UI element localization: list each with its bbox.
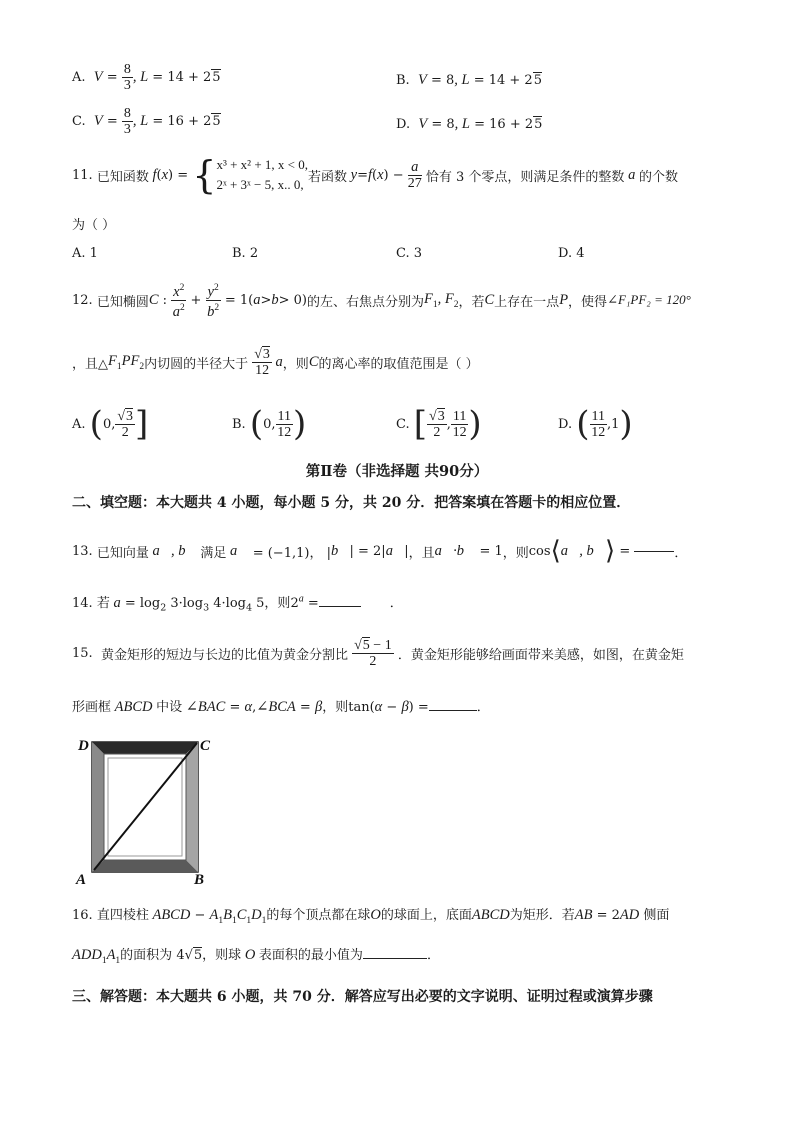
q15-line2: 形画框 ABCD 中设 ∠BAC = α,∠BCA = β，则tan(α − β) = ． <box>72 699 490 715</box>
q12-option-d: D. ( $\frac{11}{12}$ ,1 ) <box>558 404 633 444</box>
q11-option-d: D. 4 <box>558 246 585 261</box>
q10-option-a: A. V = $\frac{8}{3}$ , L = 14 + 25 <box>72 62 221 93</box>
part-3-heading: 三、解答题：本大题共 6 小题，共 70 分．解答应写出必要的文字说明、证明过程或演算步骤 <box>72 989 653 1005</box>
q11-option-b: B. 2 <box>232 246 259 261</box>
frame-right-bevel <box>186 742 198 872</box>
q10-option-d: D. V = 8, L = 16 + 25 <box>396 116 543 132</box>
question-13: 13. 已知向量 a⃗, b⃗ 满足 a⃗ = (−1,1)， | b⃗ | = 2| a⃗ | ，且 a⃗·b⃗ = 1 ，则 cos ⟨ a⃗, b⃗ ⟩ = ． <box>72 536 688 566</box>
frame-bottom-bevel <box>92 860 198 872</box>
label-a: A <box>76 872 87 887</box>
q16-answer-blank[interactable] <box>363 958 427 959</box>
question-15: 15. 黄金矩形的短边与长边的比值为黄金分割比 $\frac{√5 - 1}{2}$ ．黄金矩形能够给画面带来美感，如图，在黄金矩 <box>72 637 684 669</box>
frame-left-bevel <box>92 742 104 872</box>
piecewise-case-1: x³ + x² + 1, x < 0, <box>216 157 308 172</box>
q11-option-c: C. 3 <box>396 246 423 261</box>
q10-option-b: B. V = 8, L = 14 + 25 <box>396 72 542 88</box>
golden-rectangle-figure <box>70 732 220 887</box>
q12-option-a: A. ( 0, $\frac{√3}{2}$ ] <box>72 404 149 444</box>
frame-top-bevel <box>92 742 198 754</box>
q15-answer-blank[interactable] <box>429 710 477 711</box>
q12-line2: ，且△ $F_1PF_2$ 内切圆的半径大于 $\frac{√3}{12}$ a ，则 C 的离心率的取值范围是（ ） <box>72 346 479 378</box>
q12-option-c: C. [ $\frac{√3}{2}$ , $\frac{11}{12}$ ) <box>396 404 482 444</box>
question-11: 11. 已知函数 f ( x ) = { x³ + x² + 1, x < 0, 2ˣ + 3ˣ − 5, x.. 0, 若函数 y = f ( x ) − $\frac{a}{27}$ 恰有 3 个零点，则满足条件的整数 a 的个数 <box>72 153 678 197</box>
question-16: 16. 直四棱柱 ABCD − $A_1B_1C_1D_1$的每个顶点都在球O的球面上，底面ABCD为矩形．若AB = 2AD 侧面 <box>72 907 670 926</box>
label-b: B <box>194 872 205 887</box>
q12-option-b: B. ( 0, $\frac{11}{12}$ ) <box>232 404 307 444</box>
q14-answer-blank[interactable] <box>319 606 361 607</box>
part-2-heading: 二、填空题：本大题共 4 小题，每小题 5 分，共 20 分．把答案填在答题卡的相应位置． <box>72 495 631 511</box>
piecewise-case-2: 2ˣ + 3ˣ − 5, x.. 0, <box>216 177 304 192</box>
label-d: D <box>78 738 89 754</box>
q11-option-a: A. 1 <box>72 246 98 261</box>
section-2-title: 第Ⅱ卷（非选择题 共90分） <box>305 463 489 480</box>
q10-option-c: C. V = $\frac{8}{3}$ , L = 16 + 25 <box>72 106 221 137</box>
question-12: 12. 已知椭圆 C : $\frac{x^2}{a^2}$ + $\frac{y^2}{b^2}$ = 1( a > b > 0) 的左、右焦点分别为 $F_1$, $F_2$ ，若 C 上存在一点 P ，使得 ∠F₁PF₂ = 120° <box>72 282 691 320</box>
label-c: C <box>200 738 211 754</box>
q13-answer-blank[interactable] <box>634 551 674 552</box>
q11-line2: 为（ ） <box>72 218 116 233</box>
q16-line2: $ADD_1A_1$的面积为 4√5，则球 O 表面积的最小值为 ． <box>72 947 440 966</box>
question-14: 14. 若 $a = \log_2 3\cdot\log_3$ $4\cdot\log_4$ 5，则$2^a$ = ． <box>72 593 403 614</box>
